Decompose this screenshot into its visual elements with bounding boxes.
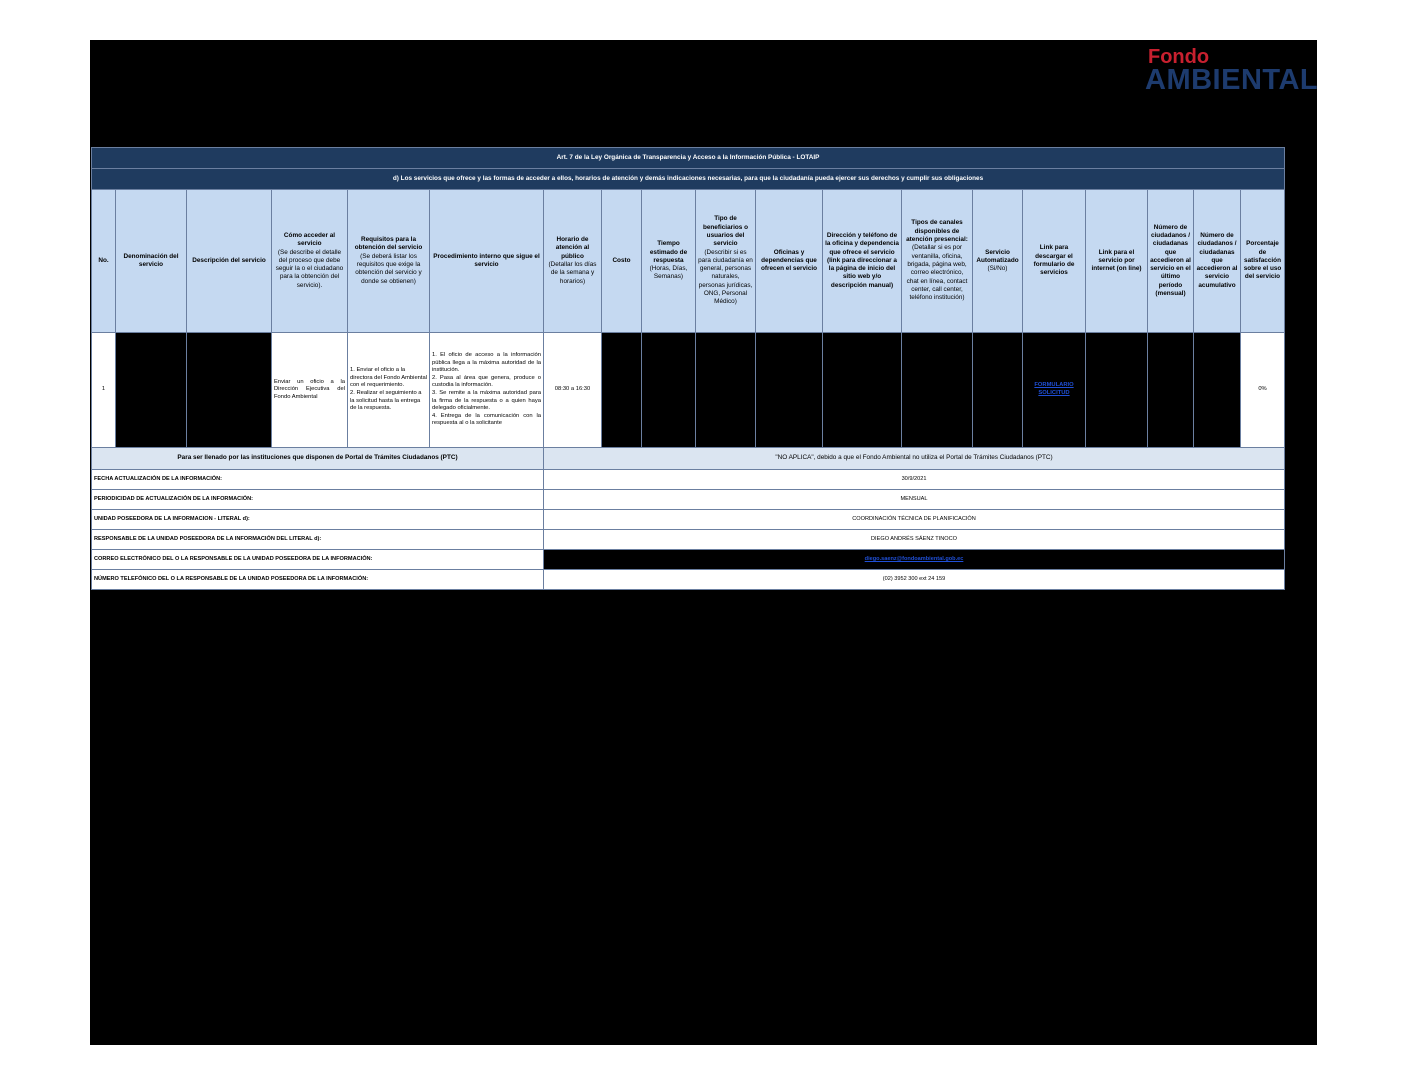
header-direccion: Dirección y teléfono de la oficina y dependencia que ofrece el servicio (link para direccionar a la página de inicio del sitio web y/o descripción manual) (823, 190, 902, 333)
header-tiempo-title: Tiempo estimado de respuesta (649, 240, 688, 264)
header-tiempo (642, 190, 696, 333)
meta-row-unidad (92, 510, 1285, 530)
header-canales-note: (Detallar si es por ventanilla, oficina, brigada, página web, correo electrónico, chat en línea, contact center, call center, teléfono institución) (906, 244, 968, 302)
cell-direccion (823, 333, 902, 448)
meta-periodicidad-value: MENSUAL (544, 490, 1285, 510)
cell-tiempo (642, 333, 696, 448)
header-requisitos-note: (Se deberá listar los requisitos que exige la obtención del servicio y donde se obtienen) (355, 252, 422, 285)
header-link-formulario: Link para descargar el formulario de servicios (1023, 190, 1086, 333)
header-descripcion: Descripción del servicio (187, 190, 272, 333)
header-num-acumulativo: Número de ciudadanos / ciudadanas que accedieron al servicio acumulativo (1194, 190, 1241, 333)
header-requisitos-title: Requisitos para la obtención del servicio (354, 236, 423, 252)
subtitle-band: d) Los servicios que ofrece y las formas de acceder a ellos, horarios de atención y demás indicaciones necesarias, para que la ciudadanía pueda ejercer sus derechos y cumplir sus obligaciones (92, 169, 1285, 190)
meta-telefono-label: NÚMERO TELEFÓNICO DEL O LA RESPONSABLE DE LA UNIDAD POSEEDORA DE LA INFORMACIÓN: (92, 570, 544, 590)
header-tiempo-note: (Horas, Días, Semanas) (649, 265, 688, 281)
meta-periodicidad-label: PERIODICIDAD DE ACTUALIZACIÓN DE LA INFORMACIÓN: (92, 490, 544, 510)
title-band: Art. 7 de la Ley Orgánica de Transparencia y Acceso a la Información Pública - LOTAIP (92, 148, 1285, 169)
cell-denominacion (116, 333, 187, 448)
meta-row-fecha (92, 470, 1285, 490)
header-canales-title: Tipos de canales disponibles de atención presencial: (906, 219, 968, 244)
header-como-acceder-title: Cómo acceder al servicio (283, 231, 336, 248)
meta-correo-label: CORREO ELECTRÓNICO DEL O LA RESPONSABLE DE LA UNIDAD POSEEDORA DE LA INFORMACIÓN: (92, 550, 544, 570)
cell-tipo-beneficiarios (696, 333, 756, 448)
header-link-internet: Link para el servicio por internet (on line) (1086, 190, 1148, 333)
header-requisitos (348, 190, 430, 333)
meta-row-periodicidad (92, 490, 1285, 510)
cell-satisfaccion: 0% (1241, 333, 1285, 448)
cell-no: 1 (92, 333, 116, 448)
meta-correo-cell (544, 550, 1285, 570)
cell-num-acumulativo (1194, 333, 1241, 448)
cell-canales (902, 333, 973, 448)
header-tipo-beneficiarios-title: Tipo de beneficiarios o usuarios del servicio (702, 215, 749, 248)
header-row (92, 190, 1285, 333)
header-automatizado-title: Servicio Automatizado (976, 248, 1019, 264)
meta-responsable-value: DIEGO ANDRÉS SÁENZ TINOCO (544, 530, 1285, 550)
cell-horario: 08:30 a 16:30 (544, 333, 602, 448)
header-tipo-beneficiarios (696, 190, 756, 333)
header-satisfaccion: Porcentaje de satisfacción sobre el uso del servicio (1241, 190, 1285, 333)
formulario-solicitud-link[interactable]: FORMULARIO SOLICITUD (1034, 382, 1074, 396)
header-automatizado (973, 190, 1023, 333)
table-row (92, 333, 1285, 448)
header-oficinas: Oficinas y dependencias que ofrecen el servicio (756, 190, 823, 333)
meta-row-telefono (92, 570, 1285, 590)
header-tipo-beneficiarios-note: (Describir si es para ciudadanía en general, personas naturales, personas jurídicas, ONG, Personal Médico) (698, 248, 753, 306)
services-table (91, 147, 1285, 590)
cell-descripcion (187, 333, 272, 448)
header-automatizado-note: (Si/No) (987, 265, 1008, 273)
meta-fecha-label: FECHA ACTUALIZACIÓN DE LA INFORMACIÓN: (92, 470, 544, 490)
cell-num-periodo (1148, 333, 1194, 448)
cell-oficinas (756, 333, 823, 448)
header-como-acceder (272, 190, 348, 333)
header-canales (902, 190, 973, 333)
meta-telefono-value: (02) 3952 300 ext 24 159 (544, 570, 1285, 590)
meta-row-correo (92, 550, 1285, 570)
cell-automatizado (973, 333, 1023, 448)
header-procedimiento: Procedimiento interno que sigue el servicio (430, 190, 544, 333)
header-num-periodo: Número de ciudadanos / ciudadanas que accedieron al servicio en el último período (mensual) (1148, 190, 1194, 333)
ptc-label: Para ser llenado por las instituciones que disponen de Portal de Trámites Ciudadanos (PTC) (92, 448, 544, 470)
header-horario (544, 190, 602, 333)
cell-como-acceder: Enviar un oficio a la Dirección Ejecutiva del Fondo Ambiental (272, 333, 348, 448)
logo-line-1: Fondo (1148, 46, 1210, 68)
cell-link-formulario (1023, 333, 1086, 448)
header-horario-note: (Detallar los días de la semana y horarios) (548, 261, 597, 285)
meta-fecha-value: 30/9/2021 (544, 470, 1285, 490)
header-horario-title: Horario de atención al público (555, 236, 590, 260)
cell-requisitos: 1. Enviar el oficio a la directora del Fondo Ambiental con el requerimiento. 2. Realizar el seguimiento a la solicitud hasta la entrega de la respuesta. (348, 333, 430, 448)
header-costo: Costo (602, 190, 642, 333)
meta-unidad-label: UNIDAD POSEEDORA DE LA INFORMACION - LITERAL d): (92, 510, 544, 530)
fondo-ambiental-logo (1145, 46, 1319, 98)
cell-link-internet (1086, 333, 1148, 448)
meta-row-responsable (92, 530, 1285, 550)
header-no: No. (92, 190, 116, 333)
email-link[interactable]: diego.saenz@fondoambiental.gob.ec (864, 555, 964, 562)
header-denominacion: Denominación del servicio (116, 190, 187, 333)
cell-costo (602, 333, 642, 448)
logo-line-2: AMBIENTAL (1145, 64, 1319, 96)
ptc-row (92, 448, 1285, 470)
ptc-value: "NO APLICA", debido a que el Fondo Ambiental no utiliza el Portal de Trámites Ciudadanos (PTC) (544, 448, 1285, 470)
meta-responsable-label: RESPONSABLE DE LA UNIDAD POSEEDORA DE LA INFORMACIÓN DEL LITERAL d): (92, 530, 544, 550)
cell-procedimiento: 1. El oficio de acceso a la información pública llega a la máxima autoridad de la institución. 2. Pasa al área que genera, produce o custodia la información. 3. Se remite a la máxima autoridad para la firma de la respuesta o a quien haya delegado oficialmente. 4. Entrega de la comunicación con la respuesta al o la solicitante (430, 333, 544, 448)
meta-unidad-value: COORDINACIÓN TÉCNICA DE PLANIFICACIÓN (544, 510, 1285, 530)
header-como-acceder-note: (Se describe el detalle del proceso que debe seguir la o el ciudadano para la obtención del servicio). (275, 248, 344, 289)
